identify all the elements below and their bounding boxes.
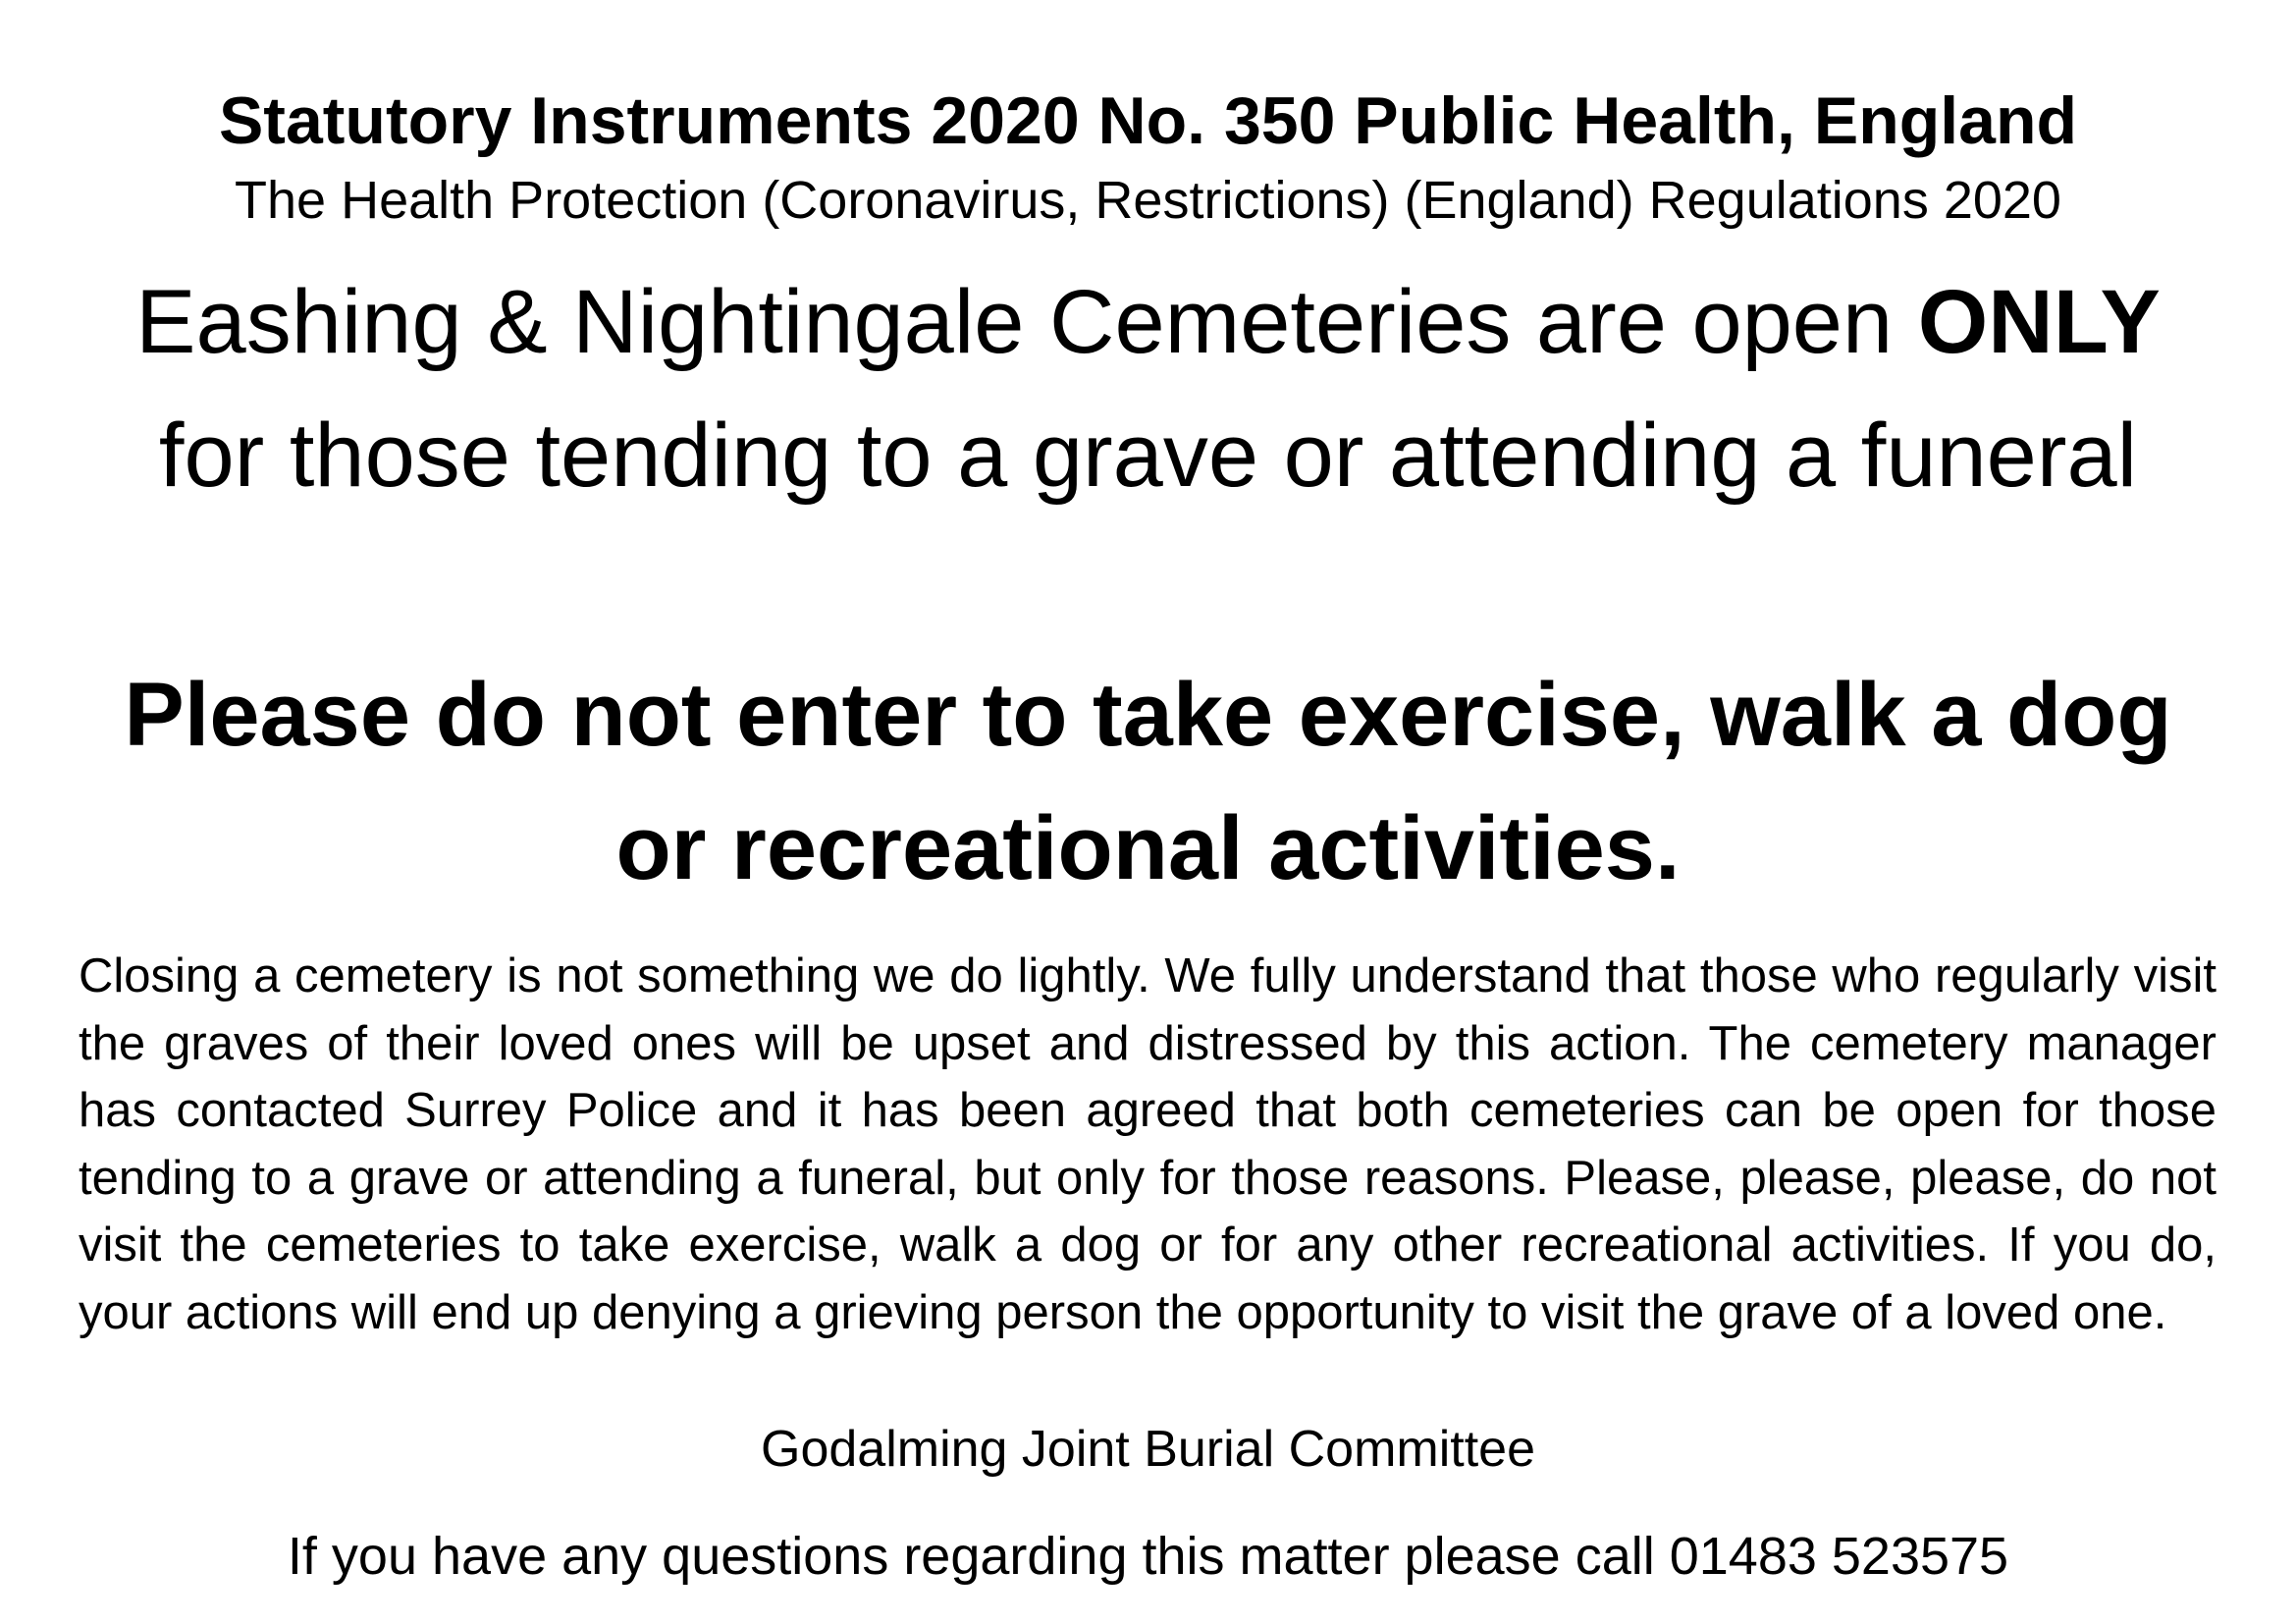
do-not-enter-plea: Please do not enter to take exercise, walk a dog or recreational activities. <box>124 665 2172 898</box>
headline-part-2: for those tending to a grave or attending a funeral <box>158 406 2138 506</box>
regulations-subtitle: The Health Protection (Coronavirus, Restrictions) (England) Regulations 2020 <box>235 171 2061 230</box>
opening-headline <box>88 255 2208 522</box>
committee-signature: Godalming Joint Burial Committee <box>761 1421 1535 1478</box>
statutory-instrument-title: Statutory Instruments 2020 No. 350 Public Health, England <box>218 83 2078 158</box>
contact-line: If you have any questions regarding this matter please call 01483 523575 <box>287 1527 2009 1586</box>
explanation-paragraph: Closing a cemetery is not something we do lightly. We fully understand that those who regularly visit the graves of their loved ones will be upset and distressed by this action. The cemetery manager has contacted Surrey Police and it has been agreed that both cemeteries can be open for those tending to a grave or attending a funeral, but only for those reasons. Please, please, please, do not visit the cemeteries to take exercise, walk a dog or for any other recreational activities. If you do, your actions will end up denying a grieving person the opportunity to visit the grave of a loved one. <box>79 949 2216 1339</box>
headline-emphasis: ONLY <box>1917 272 2161 372</box>
headline-part-1: Eashing & Nightingale Cemeteries are open <box>135 272 1918 372</box>
